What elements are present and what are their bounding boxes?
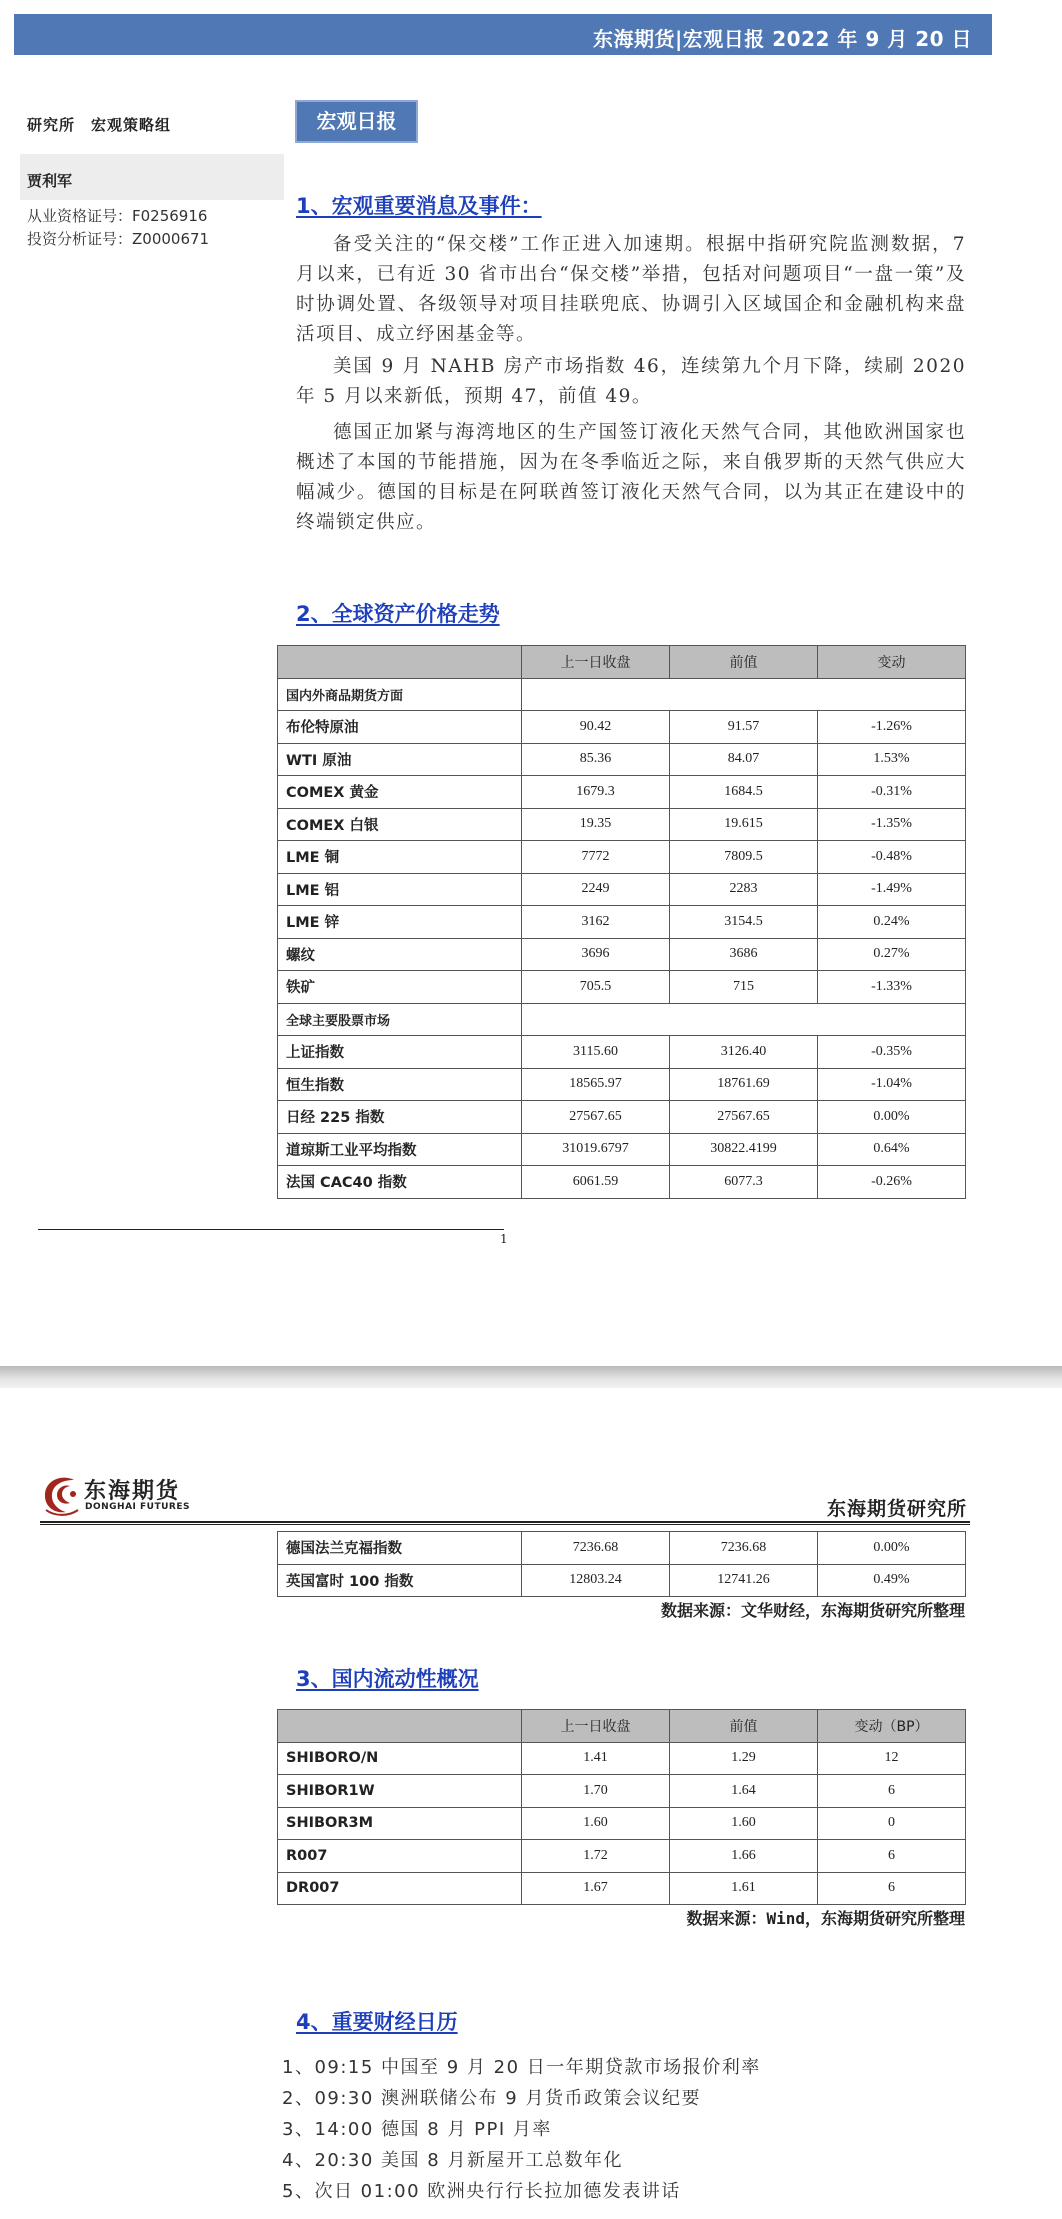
table-row <box>278 971 966 1004</box>
header-bar <box>14 14 992 55</box>
table-row <box>278 841 966 874</box>
col-change-bp: 变动（BP） <box>818 1710 966 1743</box>
cell-prev-value: 3154.5 <box>670 906 818 939</box>
cell-prev-value: 2283 <box>670 873 818 906</box>
table-row <box>278 711 966 744</box>
license-analysis: 投资分析证号：Z0000671 <box>27 230 210 248</box>
report-badge: 宏观日报 <box>295 100 418 143</box>
dragon-logo-icon <box>40 1472 84 1518</box>
cell-name: 布伦特原油 <box>278 711 522 744</box>
group-row-equities <box>278 1003 966 1036</box>
calendar-item: 5、次日 01:00 欧洲央行行长拉加德发表讲话 <box>282 2181 681 2202</box>
cell-prev-close: 705.5 <box>522 971 670 1004</box>
cell-prev-value: 1.61 <box>670 1872 818 1905</box>
cell-prev-close: 1.67 <box>522 1872 670 1905</box>
liquidity-table-body <box>278 1742 966 1905</box>
table-row <box>278 1872 966 1905</box>
cell-prev-close: 7236.68 <box>522 1532 670 1565</box>
cell-change: -1.35% <box>818 808 966 841</box>
table-row <box>278 1133 966 1166</box>
page-gap <box>0 1366 1062 1388</box>
cell-change: 12 <box>818 1742 966 1775</box>
institute-name: 东海期货研究所 <box>826 1498 967 1520</box>
cell-prev-close: 1.72 <box>522 1840 670 1873</box>
source-note-liquidity: 数据来源：Wind，东海期货研究所整理 <box>686 1909 965 1928</box>
cell-change: -1.49% <box>818 873 966 906</box>
group-row-commodities <box>278 678 966 711</box>
cell-prev-value: 1.60 <box>670 1807 818 1840</box>
cell-prev-value: 3126.40 <box>670 1036 818 1069</box>
cell-name: SHIBOR3M <box>278 1807 522 1840</box>
cell-prev-value: 18761.69 <box>670 1068 818 1101</box>
author-name: 贾利军 <box>27 172 73 190</box>
cell-prev-close: 2249 <box>522 873 670 906</box>
cell-prev-close: 1679.3 <box>522 776 670 809</box>
cell-prev-value: 7809.5 <box>670 841 818 874</box>
asset-continued-body <box>278 1532 966 1597</box>
calendar-item: 4、20:30 美国 8 月新屋开工总数年化 <box>282 2150 623 2171</box>
col-prev-close: 上一日收盘 <box>522 1710 670 1743</box>
cell-prev-value: 19.615 <box>670 808 818 841</box>
table-row <box>278 1564 966 1597</box>
cell-name: SHIBOR1W <box>278 1775 522 1808</box>
cell-change: -0.26% <box>818 1166 966 1199</box>
cell-name: 日经 225 指数 <box>278 1101 522 1134</box>
logo-text-en: DONGHAI FUTURES <box>85 1502 190 1512</box>
cell-prev-close: 3115.60 <box>522 1036 670 1069</box>
col-prev-value: 前值 <box>670 1710 818 1743</box>
header-blank <box>278 1710 522 1743</box>
table-header-row <box>278 1710 966 1743</box>
table-row <box>278 776 966 809</box>
section-3-title: 3、国内流动性概况 <box>296 1667 479 1691</box>
cell-name: 恒生指数 <box>278 1068 522 1101</box>
header-rule <box>40 1521 970 1525</box>
table-row <box>278 873 966 906</box>
section-1-title: 1、宏观重要消息及事件： <box>296 194 542 218</box>
cell-change: 6 <box>818 1840 966 1873</box>
cell-prev-value: 30822.4199 <box>670 1133 818 1166</box>
table-row <box>278 1036 966 1069</box>
cell-name: 铁矿 <box>278 971 522 1004</box>
cell-change: 0.00% <box>818 1532 966 1565</box>
cell-prev-close: 18565.97 <box>522 1068 670 1101</box>
cell-name: COMEX 白银 <box>278 808 522 841</box>
license-qualification: 从业资格证号：F0256916 <box>27 207 208 225</box>
cell-name: 德国法兰克福指数 <box>278 1532 522 1565</box>
cell-prev-close: 1.60 <box>522 1807 670 1840</box>
cell-change: 0.00% <box>818 1101 966 1134</box>
table-row <box>278 1742 966 1775</box>
cell-name: WTI 原油 <box>278 743 522 776</box>
cell-prev-value: 12741.26 <box>670 1564 818 1597</box>
cell-prev-value: 84.07 <box>670 743 818 776</box>
header-blank <box>278 646 522 679</box>
asset-price-table-continued <box>277 1531 966 1597</box>
cell-change: 6 <box>818 1775 966 1808</box>
footnote-divider <box>38 1229 504 1230</box>
cell-change: 0.27% <box>818 938 966 971</box>
asset-table-body <box>278 678 966 1198</box>
group-blank <box>522 678 966 711</box>
cell-prev-value: 7236.68 <box>670 1532 818 1565</box>
cell-prev-close: 7772 <box>522 841 670 874</box>
table-row <box>278 906 966 939</box>
cell-name: LME 铜 <box>278 841 522 874</box>
news-paragraph-2: 美国 9 月 NAHB 房产市场指数 46，连续第九个月下降，续刷 2020 年 5 月以来新低，预期 47，前值 49。 <box>296 356 966 407</box>
cell-name: COMEX 黄金 <box>278 776 522 809</box>
cell-change: 6 <box>818 1872 966 1905</box>
section-4-title: 4、重要财经日历 <box>296 2010 458 2034</box>
report-page-2 <box>0 1388 1062 2219</box>
cell-prev-value: 1684.5 <box>670 776 818 809</box>
cell-name: 法国 CAC40 指数 <box>278 1166 522 1199</box>
table-row <box>278 1532 966 1565</box>
group-blank <box>522 1003 966 1036</box>
cell-change: -0.35% <box>818 1036 966 1069</box>
cell-name: 上证指数 <box>278 1036 522 1069</box>
calendar-item: 2、09:30 澳洲联储公布 9 月货币政策会议纪要 <box>282 2088 701 2109</box>
cell-prev-close: 1.41 <box>522 1742 670 1775</box>
cell-change: -0.48% <box>818 841 966 874</box>
cell-change: 0 <box>818 1807 966 1840</box>
header-title: 东海期货|宏观日报 2022 年 9 月 20 日 <box>593 27 972 51</box>
cell-prev-close: 90.42 <box>522 711 670 744</box>
news-paragraph-1: 备受关注的“保交楼”工作正进入加速期。根据中指研究院监测数据，7 月以来，已有近 30 省市出台“保交楼”举措，包括对问题项目“一盘一策”及时协调处置、各级领导对项目挂联兜底、协调引入区域国企和金融机构来盘活项目、成立纾困基金等。 <box>296 234 966 345</box>
table-row <box>278 1775 966 1808</box>
table-row <box>278 1840 966 1873</box>
cell-prev-close: 12803.24 <box>522 1564 670 1597</box>
cell-prev-close: 1.70 <box>522 1775 670 1808</box>
cell-change: -1.33% <box>818 971 966 1004</box>
cell-prev-close: 27567.65 <box>522 1101 670 1134</box>
cell-change: 1.53% <box>818 743 966 776</box>
group-label: 国内外商品期货方面 <box>278 678 522 711</box>
page-number: 1 <box>500 1232 508 1246</box>
cell-prev-close: 19.35 <box>522 808 670 841</box>
cell-prev-value: 1.29 <box>670 1742 818 1775</box>
table-row <box>278 938 966 971</box>
col-prev-close: 上一日收盘 <box>522 646 670 679</box>
cell-name: DR007 <box>278 1872 522 1905</box>
cell-prev-close: 3162 <box>522 906 670 939</box>
cell-prev-value: 1.64 <box>670 1775 818 1808</box>
cell-change: -0.31% <box>818 776 966 809</box>
cell-name: LME 锌 <box>278 906 522 939</box>
cell-prev-value: 27567.65 <box>670 1101 818 1134</box>
source-note-assets: 数据来源：文华财经，东海期货研究所整理 <box>660 1601 965 1620</box>
table-row <box>278 1166 966 1199</box>
logo-text-cn: 东海期货 <box>84 1479 181 1504</box>
cell-change: -1.26% <box>818 711 966 744</box>
cell-prev-value: 715 <box>670 971 818 1004</box>
cell-prev-value: 1.66 <box>670 1840 818 1873</box>
table-row <box>278 808 966 841</box>
cell-prev-value: 3686 <box>670 938 818 971</box>
cell-name: SHIBORO/N <box>278 1742 522 1775</box>
liquidity-table <box>277 1709 966 1905</box>
company-logo <box>40 1472 200 1522</box>
cell-change: 0.24% <box>818 906 966 939</box>
calendar-item: 3、14:00 德国 8 月 PPI 月率 <box>282 2119 552 2140</box>
cell-name: LME 铝 <box>278 873 522 906</box>
cell-prev-close: 85.36 <box>522 743 670 776</box>
col-prev-value: 前值 <box>670 646 818 679</box>
asset-price-table <box>277 645 966 1199</box>
table-row <box>278 1807 966 1840</box>
calendar-item: 1、09:15 中国至 9 月 20 日一年期贷款市场报价利率 <box>282 2057 761 2078</box>
group-label: 全球主要股票市场 <box>278 1003 522 1036</box>
table-row <box>278 1068 966 1101</box>
cell-name: 英国富时 100 指数 <box>278 1564 522 1597</box>
cell-change: 0.64% <box>818 1133 966 1166</box>
col-change: 变动 <box>818 646 966 679</box>
cell-change: -1.04% <box>818 1068 966 1101</box>
cell-prev-close: 3696 <box>522 938 670 971</box>
cell-prev-value: 91.57 <box>670 711 818 744</box>
cell-name: 道琼斯工业平均指数 <box>278 1133 522 1166</box>
cell-prev-close: 6061.59 <box>522 1166 670 1199</box>
cell-name: R007 <box>278 1840 522 1873</box>
table-row <box>278 1101 966 1134</box>
cell-prev-close: 31019.6797 <box>522 1133 670 1166</box>
table-row <box>278 743 966 776</box>
cell-prev-value: 6077.3 <box>670 1166 818 1199</box>
cell-change: 0.49% <box>818 1564 966 1597</box>
news-paragraph-3: 德国正加紧与海湾地区的生产国签订液化天然气合同，其他欧洲国家也概述了本国的节能措施，因为在冬季临近之际，来自俄罗斯的天然气供应大幅减少。德国的目标是在阿联酋签订液化天然气合同，以为其正在建设中的终端锁定供应。 <box>296 422 966 533</box>
cell-name: 螺纹 <box>278 938 522 971</box>
section-2-title: 2、全球资产价格走势 <box>296 602 500 626</box>
table-header-row <box>278 646 966 679</box>
sidebar-dept: 研究所 宏观策略组 <box>27 116 172 134</box>
